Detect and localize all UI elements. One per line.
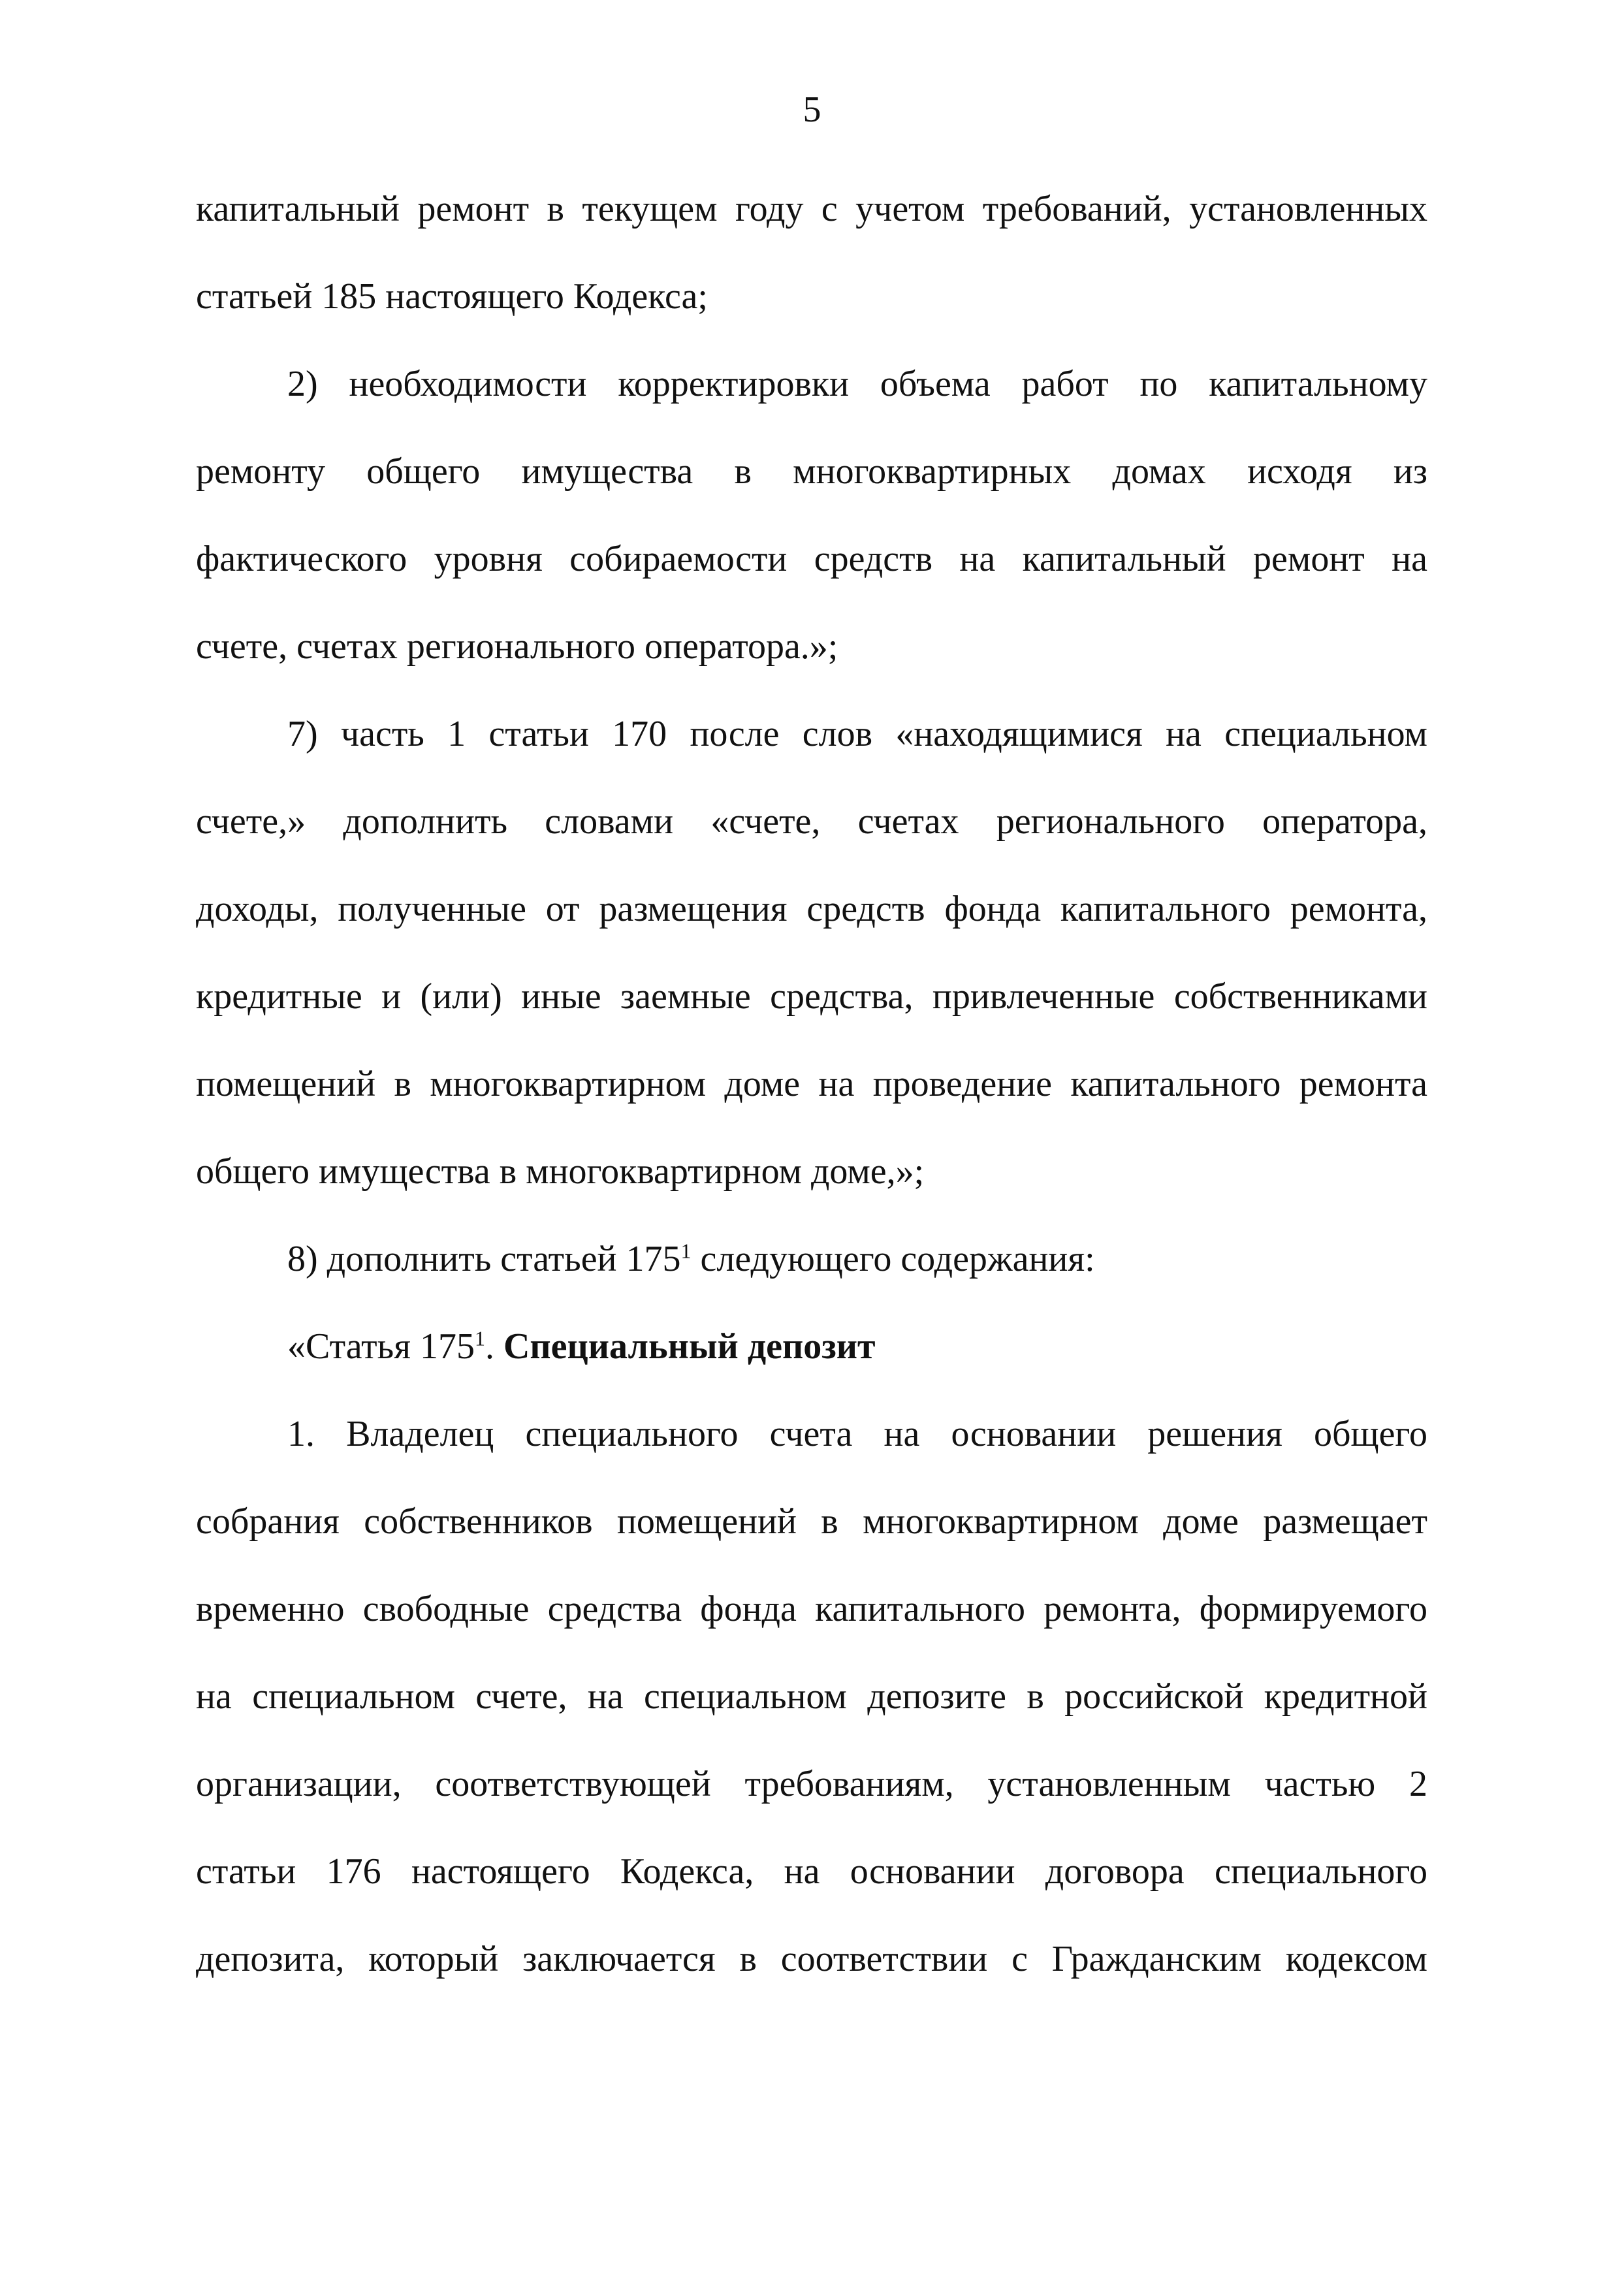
- paragraph-8-line: [287, 1233, 1427, 1285]
- text-line: организации, соответствующей требованиям, установленным частью 2: [196, 1764, 1427, 1804]
- text-line: счете, счетах регионального оператора.»;: [196, 626, 838, 667]
- article-label: «Статья 175: [287, 1326, 475, 1367]
- text-line: статьей 185 настоящего Кодекса;: [196, 276, 708, 317]
- text-line: капитальный ремонт в текущем году с учетом требований, установленных: [196, 189, 1427, 229]
- clause-1-first-line: 1. Владелец специального счета на основании решения общего: [287, 1414, 1427, 1454]
- text-line: фактического уровня собираемости средств на капитальный ремонт на: [196, 539, 1427, 579]
- paragraph-7-first-line: 7) часть 1 статьи 170 после слов «находящимися на специальном: [287, 714, 1427, 754]
- article-separator: .: [485, 1326, 503, 1367]
- paragraph-8-text-end: следующего содержания:: [691, 1239, 1095, 1279]
- paragraph-8-text-start: 8) дополнить статьей 175: [287, 1239, 681, 1279]
- text-line: на специальном счете, на специальном депозите в российской кредитной: [196, 1676, 1427, 1717]
- text-line: временно свободные средства фонда капитального ремонта, формируемого: [196, 1589, 1427, 1629]
- article-heading: [287, 1320, 1427, 1373]
- text-line: собрания собственников помещений в многоквартирном доме размещает: [196, 1501, 1427, 1542]
- text-line: статьи 176 настоящего Кодекса, на основании договора специального: [196, 1851, 1427, 1892]
- text-line: доходы, полученные от размещения средств фонда капитального ремонта,: [196, 889, 1427, 929]
- text-line: ремонту общего имущества в многоквартирных домах исходя из: [196, 451, 1427, 492]
- superscript-1: 1: [474, 1326, 485, 1350]
- paragraph-2-first-line: 2) необходимости корректировки объема работ по капитальному: [287, 364, 1427, 404]
- text-line: кредитные и (или) иные заемные средства, привлеченные собственниками: [196, 976, 1427, 1017]
- text-line: помещений в многоквартирном доме на проведение капитального ремонта: [196, 1064, 1427, 1104]
- text-line: депозита, который заключается в соответствии с Гражданским кодексом: [196, 1939, 1427, 1979]
- superscript-1: 1: [680, 1239, 692, 1263]
- text-line: счете,» дополнить словами «счете, счетах регионального оператора,: [196, 801, 1427, 842]
- page-number: 5: [803, 89, 821, 130]
- article-title: Специальный депозит: [503, 1326, 876, 1367]
- text-line: общего имущества в многоквартирном доме,»;: [196, 1151, 925, 1192]
